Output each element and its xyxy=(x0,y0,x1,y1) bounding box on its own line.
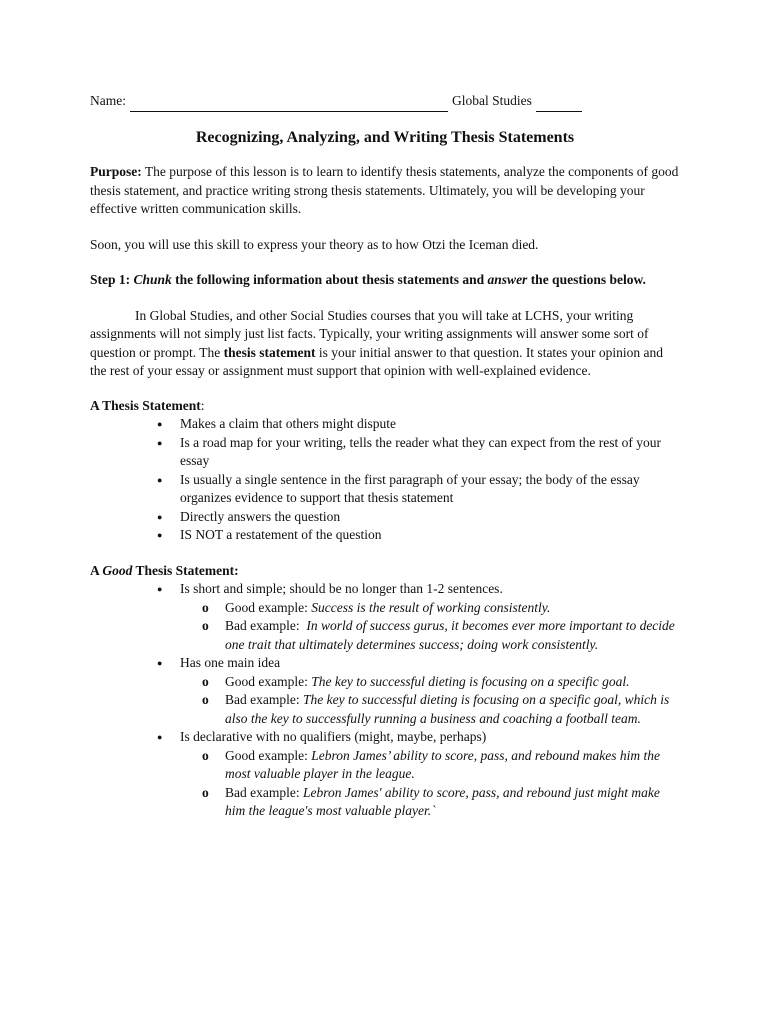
good-example xyxy=(225,673,680,692)
bad-example-text: The key to successful dieting is focusing on a specific goal, which is also the key to successfully running a business and coaching a football team. xyxy=(225,692,670,726)
intro-paragraph xyxy=(90,307,680,381)
good-thesis-list xyxy=(90,580,680,821)
example-list xyxy=(180,747,680,821)
step1-answer: answer xyxy=(487,272,528,287)
list-item xyxy=(180,580,680,654)
good-thesis-heading xyxy=(90,562,680,581)
name-label: Name: xyxy=(90,93,126,108)
list-item xyxy=(180,728,680,821)
good-heading-rest: Thesis Statement: xyxy=(135,562,239,578)
good-heading-a: A xyxy=(90,562,100,578)
good-example xyxy=(225,747,680,784)
step1-middle: the following information about thesis statements and xyxy=(175,272,485,287)
intro-bold-term: thesis statement xyxy=(223,344,316,360)
step1-chunk: Chunk xyxy=(133,272,172,287)
intro-before: In Global Studies, and other Social Studies courses that you will take at LCHS, your writing assignments will not simply just list facts. Typically, your writing assignments will answer some sort of question or prompt. The xyxy=(90,307,649,360)
list-item: ● Directly answers the question xyxy=(180,508,680,527)
good-example-label: Good example: xyxy=(225,747,308,763)
list-item: ● Is usually a single sentence in the first paragraph of your essay; the body of the essay organizes evidence to support that thesis statement xyxy=(180,471,680,508)
purpose-paragraph xyxy=(90,163,680,219)
worksheet-page xyxy=(90,92,680,821)
step1-prefix: Step 1: xyxy=(90,272,131,287)
bad-example-text: Lebron James' ability to score, pass, and rebound just might make him the league's most valuable player.` xyxy=(225,784,660,818)
bad-example xyxy=(225,784,680,821)
intro-after: is your initial answer to that question. It states your opinion and the rest of your essay or assignment must support that opinion with well-explained evidence. xyxy=(90,344,664,378)
purpose-label: Purpose: xyxy=(90,164,142,179)
course-label: Global Studies xyxy=(452,93,532,108)
criterion-text: Is short and simple; should be no longer than 1-2 sentences. xyxy=(180,581,503,596)
soon-paragraph: Soon, you will use this skill to express your theory as to how Otzi the Iceman died. xyxy=(90,236,539,252)
page-title: Recognizing, Analyzing, and Writing Thesis Statements xyxy=(195,128,575,146)
criterion-text: Is declarative with no qualifiers (might, maybe, perhaps) xyxy=(180,729,487,744)
criterion-text: Has one main idea xyxy=(180,655,281,670)
good-example-label: Good example: xyxy=(225,673,308,689)
list-item: ● IS NOT a restatement of the question xyxy=(180,526,680,545)
bad-example xyxy=(225,691,680,728)
purpose-text: The purpose of this lesson is to learn to identify thesis statements, analyze the components of good thesis statement, and practice writing strong thesis statements. Ultimately, you will be developing your effective written communication skills. xyxy=(90,164,679,216)
good-example-text: Lebron James’ ability to score, pass, and rebound makes him the most valuable player in the league. xyxy=(225,747,660,781)
good-heading-good: Good xyxy=(102,562,133,578)
name-blank[interactable] xyxy=(130,92,448,112)
good-example-text: Success is the result of working consistently. xyxy=(311,599,551,615)
good-example-text: The key to successful dieting is focusing on a specific goal. xyxy=(311,673,630,689)
course-blank[interactable] xyxy=(536,92,582,112)
good-example-label: Good example: xyxy=(225,599,308,615)
good-example xyxy=(225,599,680,618)
thesis-heading-colon: : xyxy=(200,397,205,413)
thesis-heading-text: A Thesis Statement xyxy=(90,397,201,413)
example-list xyxy=(180,673,680,729)
list-item: ● Makes a claim that others might dispute xyxy=(180,415,680,434)
bad-example-text: In world of success gurus, it becomes ever more important to decide one trait that ultimately determines success; doing work consistently. xyxy=(225,618,675,652)
name-line xyxy=(90,92,680,112)
thesis-heading xyxy=(90,397,680,416)
example-list xyxy=(180,599,680,655)
step1-instruction xyxy=(90,271,680,290)
bad-example xyxy=(225,617,680,654)
step1-suffix: the questions below. xyxy=(530,272,646,287)
list-item xyxy=(180,654,680,728)
bad-example-label: Bad example: xyxy=(225,618,300,633)
thesis-list xyxy=(90,415,680,545)
bad-example-label: Bad example: xyxy=(225,692,300,707)
list-item: ● Is a road map for your writing, tells the reader what they can expect from the rest of your essay xyxy=(180,434,680,471)
bad-example-label: Bad example: xyxy=(225,784,300,800)
